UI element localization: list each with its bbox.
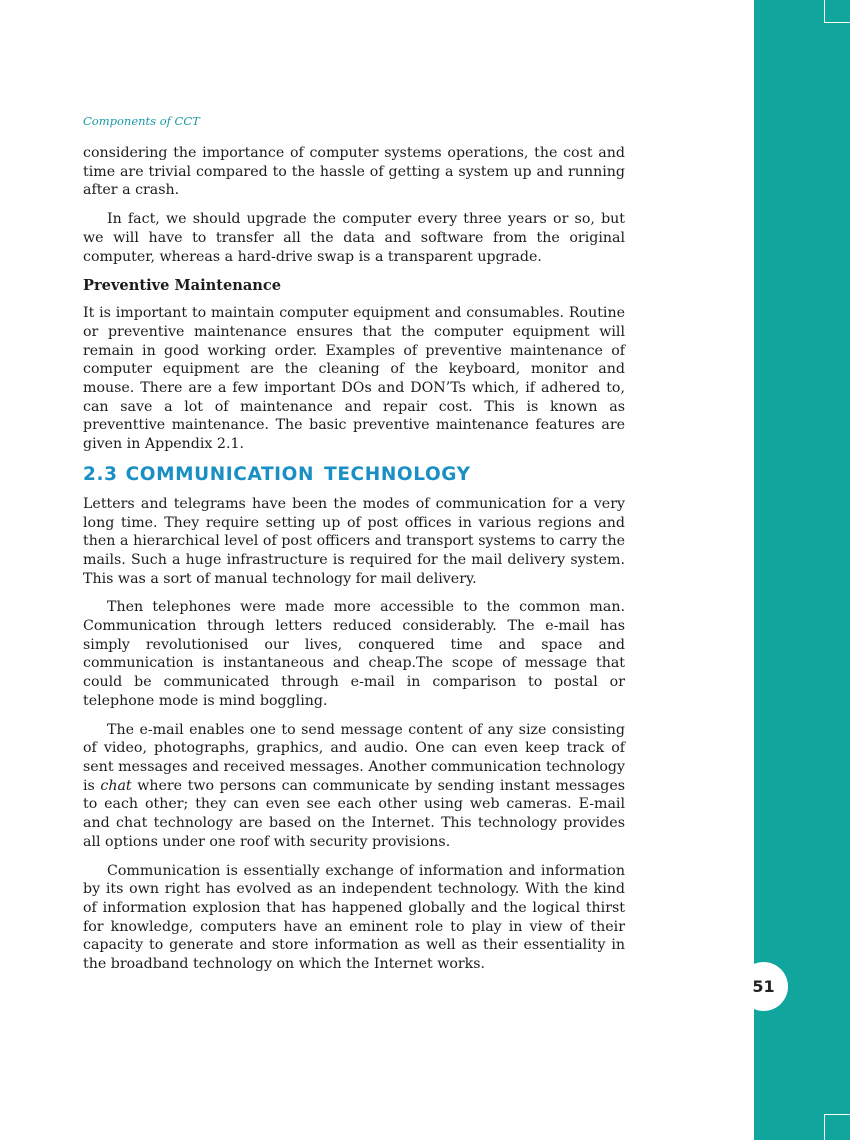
section-title: COMMUNICATION TECHNOLOGY	[125, 463, 471, 485]
paragraph-upgrade: In fact, we should upgrade the computer every three years or so, but we will have to transfer all the data and software from the original computer, whereas a hard-drive swap is a transparent upgrade.	[83, 211, 625, 265]
crop-mark-bottom	[824, 1114, 850, 1140]
paragraph-continued: considering the importance of computer systems operations, the cost and time are trivial compared to the hassle of getting a system up and running after a crash.	[83, 145, 625, 199]
subheading-preventive-maintenance: Preventive Maintenance	[83, 277, 282, 295]
paragraph-maintenance: It is important to maintain computer equipment and consumables. Routine or preventive maintenance ensures that the computer equipment will remain in good working order. Examples of preventive maintenance of computer equipment are the cleaning of the keyboard, monitor and mouse. There are a few important DOs and DON’Ts which, if adhered to, can save a lot of maintenance and repair cost. This is known as preventtive maintenance. The basic preventive maintenance features are given in Appendix 2.1.	[83, 305, 625, 453]
section-number: 2.3	[83, 463, 118, 485]
section-heading	[83, 463, 625, 487]
running-header: Components of CCT	[83, 114, 200, 128]
paragraph-communication: Communication is essentially exchange of information and information by its own right has evolved as an independent technology. With the kind of information explosion that has happened globally and the logical thirst for knowledge, computers have an eminent role to play in view of their capacity to generate and store information as well as their essentiality in the broadband technology on which the Internet works.	[83, 862, 625, 973]
paragraph-telephones: Then telephones were made more accessible to the common man. Communication through letters reduced considerably. The e-mail has simply revolutionised our lives, conquered time and space and communication is instantaneous and cheap.The scope of message that could be communicated through e-mail in comparison to postal or telephone mode is mind boggling.	[83, 599, 625, 709]
paragraph-email: The e-mail enables one to send message content of any size consisting of video, photographs, graphics, and audio. One can even keep track of sent messages and received messages. Another communication technology is chat where two persons can communicate by sending instant messages to each other; they can even see each other using web cameras. E-mail and chat technology are based on the Internet. This technology provides all options under one roof with security provisions.	[83, 721, 626, 850]
page-content	[83, 144, 625, 974]
paragraph-letters: Letters and telegrams have been the modes of communication for a very long time. They require setting up of post offices in various regions and then a hierarchical level of post officers and transport systems to carry the mails. Such a huge infrastructure is required for the mail delivery system. This was a sort of manual technology for mail delivery.	[83, 495, 625, 587]
crop-mark-top	[824, 0, 850, 23]
page-number: 51	[739, 962, 788, 1011]
emphasis-chat: chat	[100, 777, 132, 794]
